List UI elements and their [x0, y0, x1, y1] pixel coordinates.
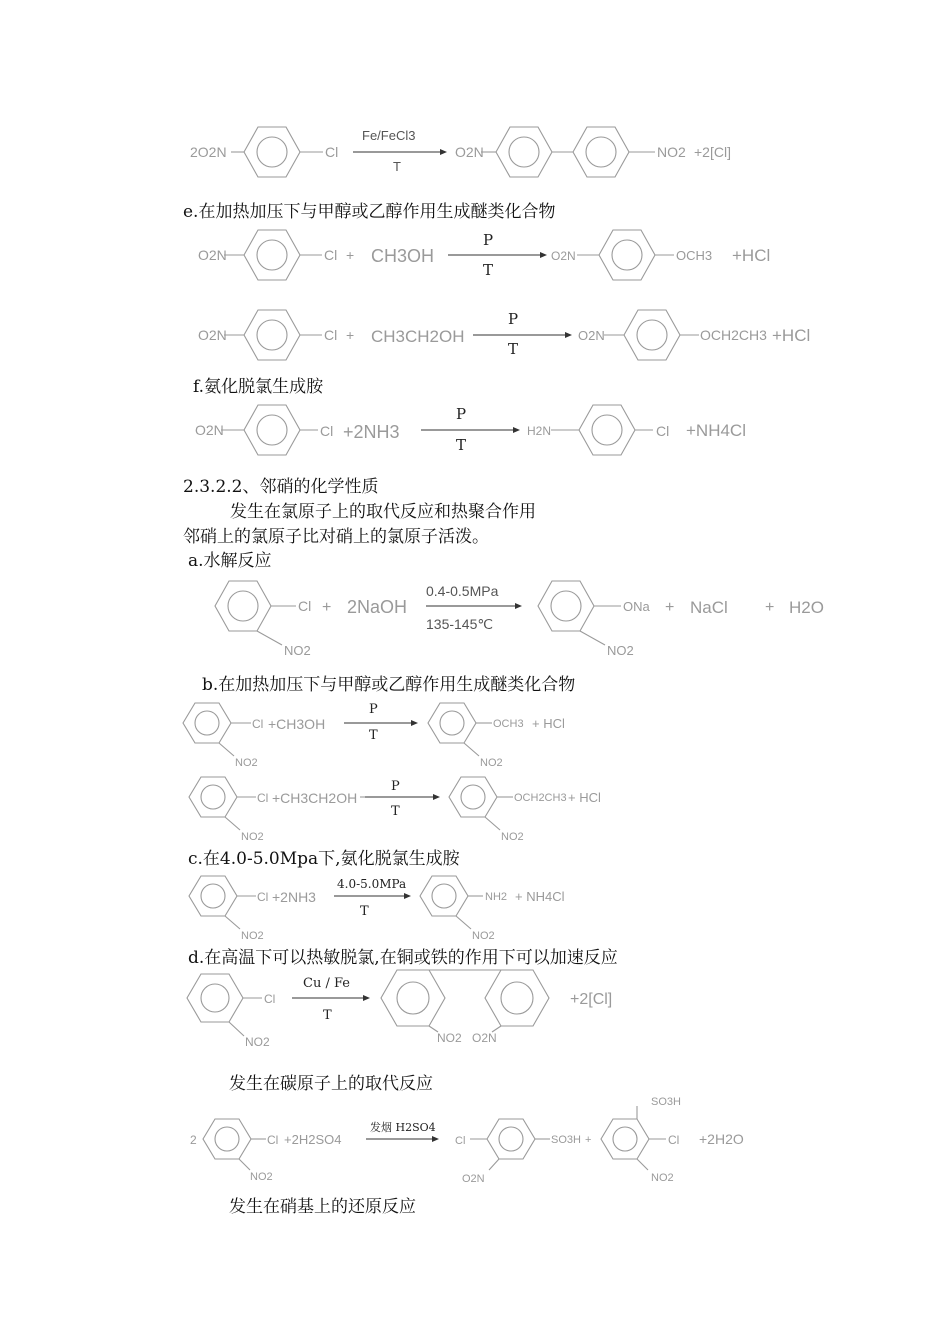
plus-sign: + — [585, 1134, 592, 1146]
chlorine-label: Cl — [320, 423, 334, 439]
product-nitro-left-label: NO2 — [437, 1031, 462, 1045]
condition-bottom: T — [391, 804, 400, 819]
byproduct-label: +2[Cl] — [694, 144, 731, 160]
benzene-ring — [244, 405, 300, 455]
benzene-ring — [187, 974, 243, 1022]
product1-chlorine-label: Cl — [455, 1135, 466, 1147]
scheme-e1 — [0, 225, 950, 295]
benzene-ring — [624, 310, 680, 360]
chlorine-label: Cl — [264, 992, 276, 1006]
benzene-ring — [485, 970, 549, 1026]
chlorine-label: Cl — [252, 717, 264, 731]
reactant-label: 2O2N — [190, 144, 227, 160]
product-nitro-right-label: O2N — [472, 1031, 497, 1045]
heading-d: d.在高温下可以热敏脱氯,在铜或铁的作用下可以加速反应 — [188, 948, 618, 968]
byproduct-label: + NH4Cl — [515, 889, 565, 904]
byproduct-label: +HCl — [732, 246, 771, 265]
benzene-ring — [538, 581, 594, 631]
condition-bottom: T — [323, 1008, 332, 1023]
benzene-ring — [189, 777, 237, 817]
plus-sign: + — [322, 599, 332, 616]
condition-top: 4.0-5.0MPa — [337, 877, 407, 891]
condition-top: Cu / Fe — [303, 976, 350, 991]
condition-bottom: 135-145℃ — [426, 616, 494, 632]
heading-a: a.水解反应 — [188, 551, 272, 571]
scheme-c — [0, 871, 950, 946]
scheme-b1 — [0, 698, 950, 773]
heading-f: f.氨化脱氯生成胺 — [193, 377, 324, 397]
heading-b: b.在加热加压下与甲醇或乙醇作用生成醚类化合物 — [202, 675, 576, 695]
benzene-ring — [244, 230, 300, 280]
byproduct-label: +2H2O — [699, 1131, 744, 1147]
product-chlorine-label: Cl — [656, 423, 670, 439]
section-line-1: 发生在氯原子上的取代反应和热聚合作用 — [230, 502, 536, 522]
benzene-ring — [183, 703, 231, 743]
chlorine-label: Cl — [257, 791, 269, 805]
reagent-label: +2H2SO4 — [284, 1132, 342, 1147]
plus-sign: + — [346, 247, 355, 263]
condition-top: P — [391, 779, 400, 794]
benzene-ring — [579, 405, 635, 455]
reagent-label: +2NH3 — [343, 422, 400, 442]
byproduct-label: NaCl — [690, 598, 728, 617]
reactant-label: O2N — [195, 422, 224, 438]
benzene-ring — [420, 876, 468, 916]
product-substituent-label: ONa — [623, 599, 650, 614]
product-left-label: H2N — [527, 424, 552, 438]
product-left-label: O2N — [551, 249, 576, 263]
chlorine-label: Cl — [298, 598, 312, 614]
byproduct-label: + HCl — [532, 716, 565, 731]
condition-bottom: T — [483, 261, 494, 279]
reagent-label: CH3OH — [371, 246, 435, 266]
reactant-label: O2N — [198, 327, 227, 343]
product1-sulfonic-label: SO3H — [551, 1134, 581, 1146]
scheme-d — [0, 970, 950, 1055]
section-title: 2.3.2.2、邻硝的化学性质 — [183, 477, 379, 497]
reagent-label: +CH3OH — [268, 716, 326, 732]
product-nitro-label: NO2 — [472, 930, 495, 942]
plus-sign: + — [346, 327, 355, 343]
chlorine-label: Cl — [324, 327, 338, 343]
product-right-label: NO2 — [657, 144, 686, 160]
nitro-label: NO2 — [284, 643, 311, 658]
section-line-2: 邻硝上的氯原子比对硝上的氯原子活泼。 — [183, 527, 489, 547]
product-nitro-label: NO2 — [480, 757, 503, 769]
chlorine-label: Cl — [267, 1133, 279, 1147]
product-nitro-label: NO2 — [501, 831, 524, 843]
product-right-label: OCH2CH3 — [700, 327, 767, 343]
product2-sulfonic-label: SO3H — [651, 1096, 681, 1108]
heading-nitro-reduction: 发生在硝基上的还原反应 — [229, 1197, 416, 1217]
product-left-label: O2N — [455, 144, 484, 160]
product-right-label: OCH3 — [676, 248, 713, 263]
chlorine-label: Cl — [324, 247, 338, 263]
benzene-ring — [203, 1119, 251, 1159]
reagent-label: +2NH3 — [272, 889, 316, 905]
product-substituent-label: OCH2CH3 — [514, 792, 567, 804]
heading-carbon-substitution: 发生在碳原子上的取代反应 — [229, 1074, 433, 1094]
product1-nitro-label: O2N — [462, 1173, 485, 1185]
condition-top: 0.4-0.5MPa — [426, 583, 499, 599]
byproduct-label: +HCl — [772, 326, 811, 345]
benzene-ring — [215, 581, 271, 631]
nitro-label: NO2 — [250, 1171, 273, 1183]
condition-bottom: T — [369, 728, 378, 743]
byproduct-label: +NH4Cl — [686, 421, 746, 440]
benzene-ring — [428, 703, 476, 743]
nitro-label: NO2 — [235, 757, 258, 769]
nitro-label: NO2 — [245, 1035, 270, 1049]
condition-bottom: T — [360, 904, 369, 919]
product-left-label: O2N — [578, 328, 605, 343]
product2-nitro-label: NO2 — [651, 1172, 674, 1184]
plus-sign: + — [765, 599, 775, 616]
reagent-label: 2NaOH — [347, 597, 408, 617]
scheme-sulfonation — [0, 1092, 950, 1192]
benzene-ring — [244, 310, 300, 360]
chlorine-label: Cl — [325, 144, 339, 160]
product-nitro-label: NO2 — [607, 643, 634, 658]
coefficient-label: 2 — [190, 1133, 197, 1147]
condition-top: P — [456, 405, 467, 423]
byproduct-label: + HCl — [568, 790, 601, 805]
byproduct-label: H2O — [789, 598, 824, 617]
reagent-label: +CH3CH2OH — [272, 790, 358, 806]
plus-sign: + — [665, 599, 675, 616]
scheme-b2 — [0, 772, 950, 847]
heading-e: e.在加热加压下与甲醇或乙醇作用生成醚类化合物 — [183, 202, 556, 222]
product-substituent-label: NH2 — [485, 891, 508, 903]
reactant-label: O2N — [198, 247, 227, 263]
nitro-label: NO2 — [241, 930, 264, 942]
condition-bottom: T — [508, 340, 519, 358]
reagent-label: CH3CH2OH — [371, 327, 465, 346]
benzene-ring — [487, 1119, 535, 1159]
condition-top: P — [508, 310, 519, 328]
chlorine-label: Cl — [257, 890, 269, 904]
benzene-ring — [601, 1119, 649, 1159]
benzene-ring — [496, 127, 552, 177]
condition-bottom: T — [393, 159, 401, 174]
scheme-biphenyl — [0, 110, 950, 200]
condition-top: 发烟 H2SO4 — [370, 1121, 436, 1134]
nitro-label: NO2 — [241, 831, 264, 843]
benzene-ring — [599, 230, 655, 280]
scheme-a — [0, 575, 950, 670]
scheme-f — [0, 400, 950, 465]
condition-top: P — [369, 702, 378, 717]
product2-chlorine-label: Cl — [668, 1133, 680, 1147]
heading-c: c.在4.0-5.0Mpa下,氨化脱氯生成胺 — [188, 849, 460, 869]
benzene-ring — [449, 777, 497, 817]
product-substituent-label: OCH3 — [493, 718, 524, 730]
condition-bottom: T — [456, 436, 467, 454]
condition-top: P — [483, 231, 494, 249]
scheme-e2 — [0, 305, 950, 375]
byproduct-label: +2[Cl] — [570, 991, 613, 1008]
benzene-ring — [189, 876, 237, 916]
benzene-ring — [381, 970, 445, 1026]
benzene-ring — [244, 127, 300, 177]
condition-top: Fe/FeCl3 — [362, 128, 416, 143]
benzene-ring — [573, 127, 629, 177]
